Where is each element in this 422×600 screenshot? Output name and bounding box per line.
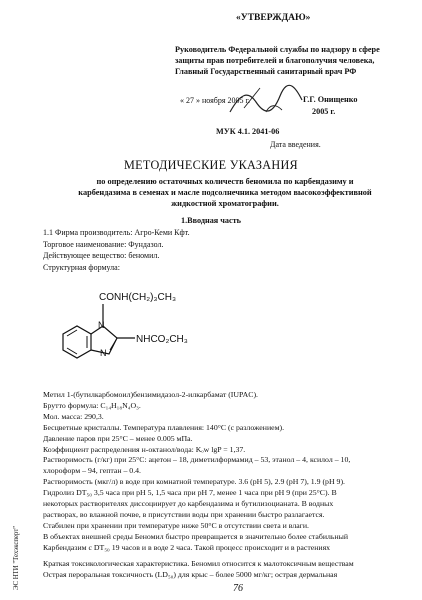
body-line: Гидролиз DT₅₀ 3,5 часа при рН 5, 1,5 часа при рН 7, менее 1 часа при рН 9 (при 25°С). В (43, 488, 337, 498)
top-substituent-label: CONH(CH₂)₃CH₃ (99, 292, 177, 303)
subtitle-line: по определению остаточных количеств беномила по карбендазиму и (96, 177, 354, 186)
meta-line: 1.1 Фирма производитель: Агро-Кеми Кфт. (43, 228, 190, 237)
body-line: Давление паров при 25°С – менее 0.005 мПа. (43, 433, 193, 443)
authority-line: Руководитель Федеральной службы по надзору в сфере (175, 45, 380, 54)
document-subtitle (50, 176, 400, 209)
body-line: некоторых растворителях диссоциирует до карбендазима и бутилизоцианата. В водных (43, 499, 334, 509)
intro-date-label: Дата введения. (270, 140, 321, 149)
subtitle-line: карбендазима в семенах и масле подсолнечника методом высокоэффективной (78, 188, 372, 197)
body-line: Бесцветные кристаллы. Температура плавления: 140°С (с разложением). (43, 422, 285, 432)
body-line: Метил 1-(бутилкарбомоил)бензимидазол-2-илкарбамат (IUPAC). (43, 390, 259, 399)
body-line: Мол. масса: 290,3. (43, 411, 104, 421)
meta-line: Торговое наименование: Фундазол. (43, 239, 164, 249)
body-line: хлороформ – 94, гептан – 0.4. (43, 466, 141, 476)
body-line: Коэффициент распределения н-октанол/вода: Kₒw lgP = 1,37. (43, 444, 246, 454)
section-heading: 1.Вводная часть (181, 216, 241, 225)
meta-line: Структурная формула: (43, 262, 120, 272)
body-line: Стабилен при хранении при температуре ниже 50°С в отсутствии света и влаги. (43, 520, 309, 530)
side-watermark-text: ЭС НТИ "Техэксперт" (13, 525, 20, 590)
signer-name: Г.Г. Онищенко (303, 95, 358, 104)
approval-year: 2005 г. (312, 107, 336, 116)
body-line: Карбендазим с DT₅₀ 19 часов и в воде 2 часа. Такой процесс происходит и в растениях (43, 542, 331, 552)
authority-line: защиты прав потребителей и благополучия человека, (175, 56, 375, 65)
toxicology-text (43, 558, 403, 580)
ring-nitrogen-label: N (98, 320, 105, 330)
body-line: Брутто формула: C₁₄H₁₈N₄O₃. (43, 400, 141, 410)
body-line: В объектах внешней среды Беномил быстро превращается в значительно более стабильный (43, 531, 349, 541)
ring-nitrogen-label-lower: N (100, 348, 107, 358)
page-title: МЕТОДИЧЕСКИЕ УКАЗАНИЯ (124, 158, 298, 172)
body-line: растворах, во влажной почве, в присутствии воды при хранении быстро разлагается. (43, 509, 325, 519)
properties-text (43, 390, 403, 554)
approval-stamp-text: «УТВЕРЖДАЮ» (236, 13, 311, 23)
approval-date: « 27 » ноября 2005 г. (180, 96, 250, 105)
body-line: Растворимость (г/кг) при 25°С: ацетон – 18, диметилформамид – 53, этанол – 4, ксилол – 10, (43, 455, 351, 465)
body-line: Растворимость (мкг/л) в воде при комнатной температуре. 3.6 (рН 5), 2.9 (рН 7), 1.9 (рН 9). (43, 477, 345, 487)
meta-line: Действующее вещество: беномил. (43, 251, 160, 261)
document-number: МУК 4.1. 2041-06 (216, 127, 280, 136)
side-substituent-label: NHCO₂CH₃ (136, 334, 188, 345)
authority-line: Главный Государственный санитарный врач РФ (175, 67, 357, 76)
tox-line: Краткая токсикологическая характеристика. Беномил относится к малотоксичным веществам (43, 559, 354, 568)
structural-formula (43, 282, 263, 372)
subtitle-line: жидкостной хроматографии. (171, 199, 279, 208)
page-number: 76 (233, 583, 243, 594)
substance-meta (43, 227, 190, 273)
tox-line: Острая пероральная токсичность (LD₅₀) для крыс – более 5000 мг/кг; острая дермальная (43, 570, 338, 579)
side-watermark (3, 462, 20, 592)
authority-block (175, 44, 415, 77)
